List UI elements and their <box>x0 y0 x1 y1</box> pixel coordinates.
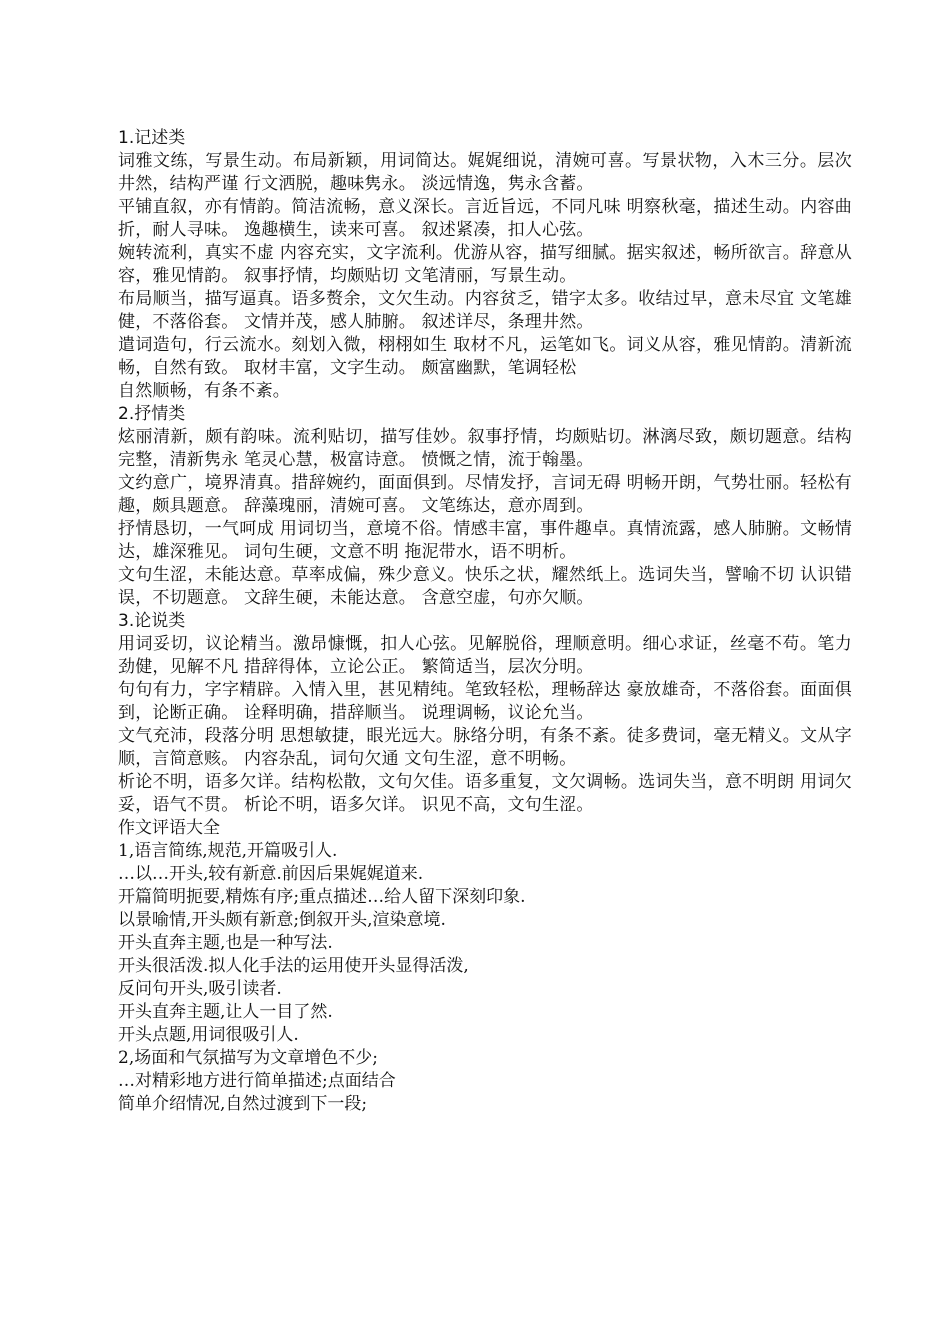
paragraph: 遣词造句，行云流水。刻划入微，栩栩如生 取材不凡，运笔如飞。词义从容，雅见情韵。清新流畅，自然有致。 取材丰富，文字生动。 颇富幽默，笔调轻松 <box>118 335 852 378</box>
list-item: …对精彩地方进行简单描述;点面结合 <box>118 1071 396 1091</box>
paragraph: 句句有力，字字精辟。入情入里，甚见精纯。笔致轻松，理畅辞达 豪放雄奇，不落俗套。面面俱到，论断正确。 诠释明确，措辞顺当。 说理调畅，议论允当。 <box>118 680 852 723</box>
list-item: 开头点题,用词很吸引人. <box>118 1025 299 1045</box>
list-item: 开头直奔主题,也是一种写法. <box>118 933 333 953</box>
paragraph: 布局顺当，描写逼真。语多赘余，文欠生动。内容贫乏，错字太多。收结过早，意未尽宜 文笔雄健，不落俗套。 文情并茂，感人肺腑。 叙述详尽，条理井然。 <box>118 289 852 332</box>
paragraph: 自然顺畅，有条不紊。 <box>118 381 290 401</box>
section-heading-lyric: 2.抒情类 <box>118 404 186 424</box>
paragraph: 炫丽清新，颇有韵味。流利贴切，描写佳妙。叙事抒情，均颇贴切。淋漓尽致，颇切题意。结构完整，清新隽永 笔灵心慧，极富诗意。 愤慨之情，流于翰墨。 <box>118 427 852 470</box>
list-item: 开篇简明扼要,精炼有序;重点描述…给人留下深刻印象. <box>118 887 526 907</box>
part-title: 作文评语大全 <box>118 818 220 838</box>
paragraph: 文句生涩，未能达意。草率成偏，殊少意义。快乐之状，耀然纸上。选词失当，譬喻不切 认识错误，不切题意。 文辞生硬，未能达意。 含意空虚，句亦欠顺。 <box>118 565 852 608</box>
paragraph: 词雅文练，写景生动。布局新颖，用词简达。娓娓细说，清婉可喜。写景状物，入木三分。层次井然，结构严谨 行文洒脱，趣味隽永。 淡远情逸，隽永含蓄。 <box>118 151 852 194</box>
section-heading-argumentative: 3.论说类 <box>118 611 186 631</box>
paragraph: 平铺直叙，亦有情韵。简洁流畅，意义深长。言近旨远，不同凡味 明察秋毫，描述生动。内容曲折，耐人寻味。 逸趣横生，读来可喜。 叙述紧凑，扣人心弦。 <box>118 197 852 240</box>
list-item: 1,语言简练,规范,开篇吸引人. <box>118 841 338 861</box>
list-item: 开头直奔主题,让人一目了然. <box>118 1002 333 1022</box>
list-item: 开头很活泼.拟人化手法的运用使开头显得活泼, <box>118 956 469 976</box>
list-item: 以景喻情,开头颇有新意;倒叙开头,渲染意境. <box>118 910 446 930</box>
paragraph: 抒情恳切，一气呵成 用词切当，意境不俗。情感丰富，事件趣卓。真情流露，感人肺腑。文畅情达，雄深雅见。 词句生硬，文意不明 拖泥带水，语不明析。 <box>118 519 852 562</box>
paragraph: 婉转流利，真实不虚 内容充实，文字流利。优游从容，描写细腻。据实叙述，畅所欲言。辞意从容，雅见情韵。 叙事抒情，均颇贴切 文笔清丽，写景生动。 <box>118 243 852 286</box>
document-page <box>118 127 852 1116</box>
list-item: 反问句开头,吸引读者. <box>118 979 282 999</box>
list-item: …以…开头,较有新意.前因后果娓娓道来. <box>118 864 424 884</box>
list-item: 简单介绍情况,自然过渡到下一段; <box>118 1094 368 1114</box>
list-item: 2,场面和气氛描写为文章增色不少; <box>118 1048 378 1068</box>
paragraph: 文气充沛，段落分明 思想敏捷，眼光远大。脉络分明，有条不紊。徒多费词，毫无精义。文从字顺，言简意赅。 内容杂乱，词句欠通 文句生涩，意不明畅。 <box>118 726 852 769</box>
paragraph: 用词妥切，议论精当。激昂慷慨，扣人心弦。见解脱俗，理顺意明。细心求证，丝毫不苟。笔力劲健，见解不凡 措辞得体，立论公正。 繁简适当，层次分明。 <box>118 634 852 677</box>
section-heading-narrative: 1.记述类 <box>118 128 186 148</box>
paragraph: 析论不明，语多欠详。结构松散，文句欠佳。语多重复，文欠调畅。选词失当，意不明朗 用词欠妥，语气不贯。 析论不明，语多欠详。 识见不高，文句生涩。 <box>118 772 852 815</box>
paragraph: 文约意广，境界清真。措辞婉约，面面俱到。尽情发抒，言词无碍 明畅开朗，气势壮丽。轻松有趣，颇具题意。 辞藻瑰丽，清婉可喜。 文笔练达，意亦周到。 <box>118 473 852 516</box>
